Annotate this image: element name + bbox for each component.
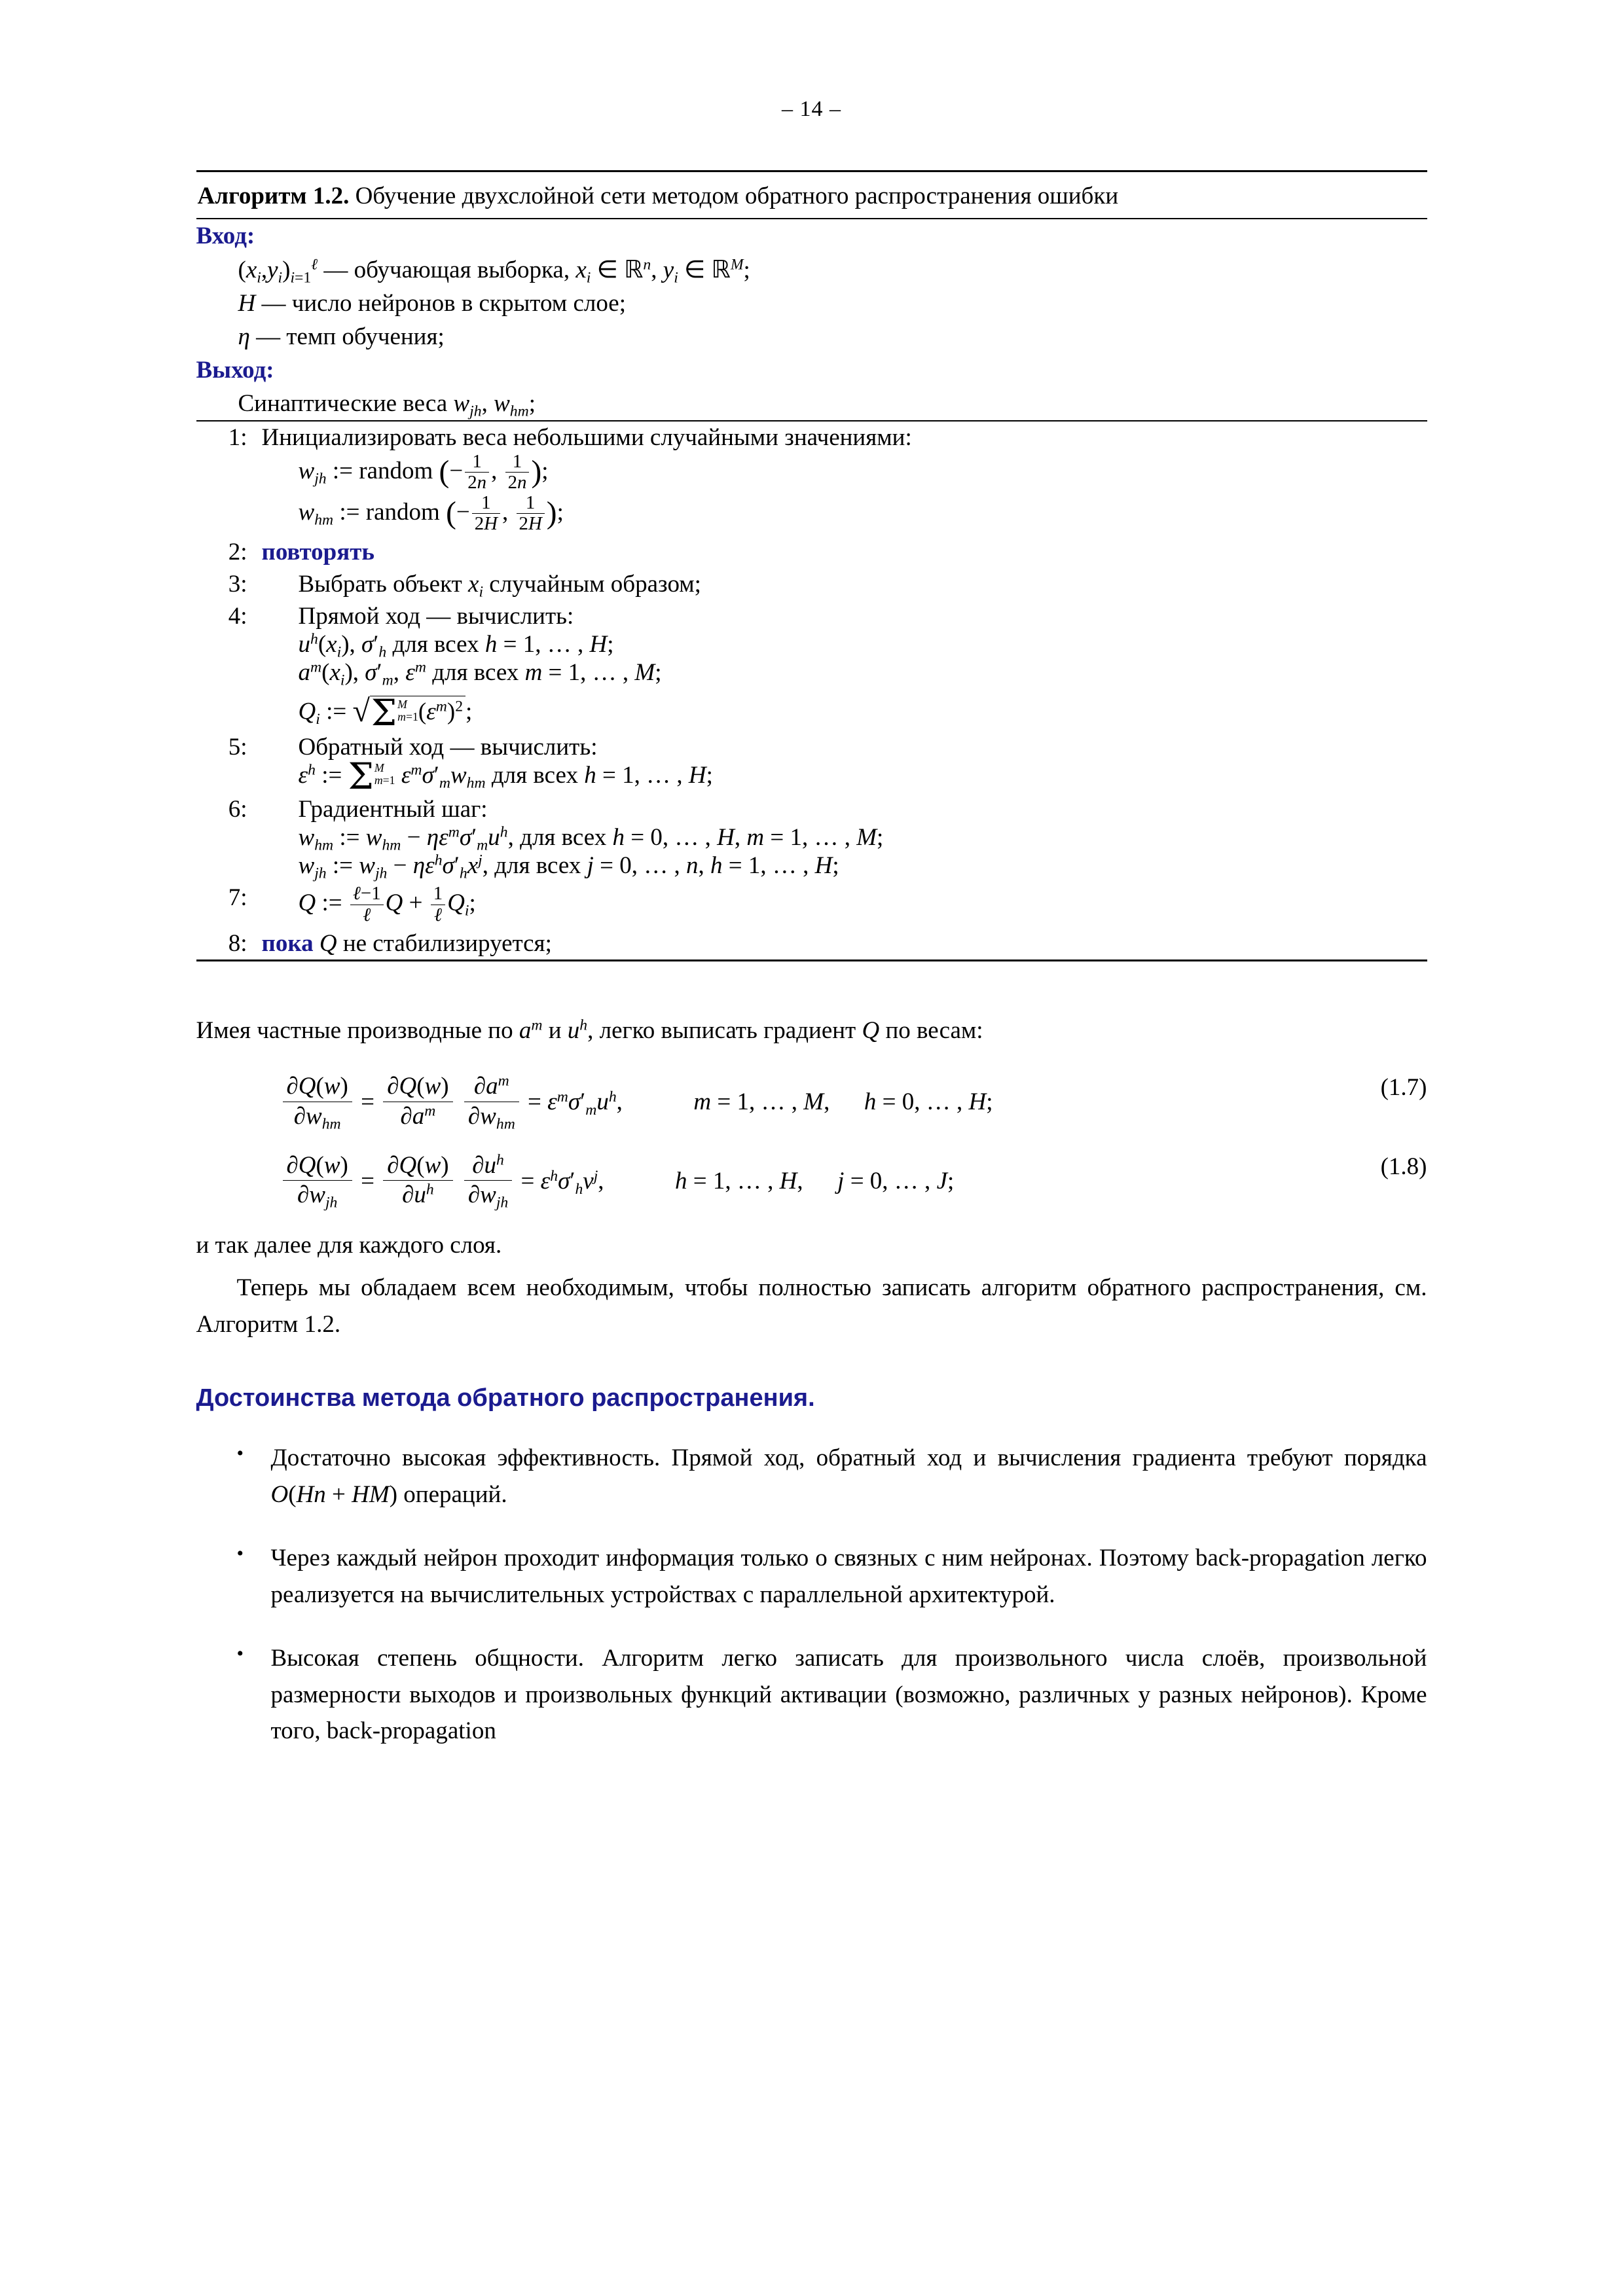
- equation-1-8: ∂Q(w) $\partial w_{jh}$ = $\frac{\partial Q(w)}{\partial u^h}$ $\partial u^h$ $\partial w_{jh}$ = $\varepsilon^h\sigma'_hv^j$, h = 1, … , H, j = 0, … , J;: [196, 1153, 1427, 1209]
- step-text: [262, 422, 1427, 537]
- step-text: [262, 568, 1427, 600]
- algorithm-block: [196, 170, 1427, 961]
- equation-1-7-wrap: [196, 1072, 1427, 1133]
- table-row: [196, 568, 1427, 600]
- step-number: 8:: [228, 929, 247, 957]
- algorithm-title: [196, 172, 1427, 218]
- step-number: 3:: [228, 571, 247, 598]
- step-number: 2:: [228, 539, 247, 566]
- algorithm-bottom-rule: [196, 960, 1427, 961]
- algorithm-label: Алгоритм 1.2.: [197, 183, 350, 209]
- step-6-label: Градиентный шаг:: [298, 796, 488, 823]
- input-heading: Вход:: [196, 222, 255, 249]
- equation-1-8-number: (1.8): [1380, 1153, 1427, 1180]
- output-line-1: Синаптические веса $w_{jh}$, $w_{hm}$;: [238, 389, 536, 420]
- step-8-label: Q не стабилизируется;: [319, 929, 552, 957]
- page-number: – 14 –: [782, 97, 841, 121]
- page-content: [196, 170, 1427, 1749]
- step-3-label: Выбрать объект $x_i$ случайным образом;: [298, 571, 701, 601]
- step-text: [262, 536, 1427, 568]
- step-text: [262, 600, 1427, 734]
- step-5-label: Обратный ход — вычислить:: [298, 734, 598, 761]
- list-item: • Через каждый нейрон проходит информация только о связных с ним нейронах. Поэтому back-propagation легко реализуется на вычислительных устройствах с параллельной архитектурой.: [196, 1540, 1427, 1613]
- step-1-formula-1: $w_{jh}$ := random (− $\frac{1}{2n}$ , $\frac{1}{2n}$ );: [298, 450, 549, 493]
- step-number: 6:: [228, 796, 247, 823]
- step-text: [262, 731, 1427, 798]
- algorithm-steps: [196, 422, 1427, 960]
- step-number: 1:: [228, 423, 247, 451]
- step-number: 7:: [228, 884, 247, 912]
- step-label: Инициализировать веса небольшими случайными значениями:: [261, 423, 912, 451]
- table-row: [196, 536, 1427, 568]
- step-7-formula: Q := $\frac{\text{ℓ−1}}{\text{ℓ}}$ Q + $\frac{1}{\text{ℓ}}$ $Q_i$;: [298, 883, 476, 925]
- equation-1-7-number: (1.7): [1380, 1074, 1427, 1102]
- step-5-formula-1: $\varepsilon^h$ := Σ M m=1 $\varepsilon^m\sigma'_mw_{hm}$ для всех h = 1, … , H;: [298, 755, 713, 798]
- advantages-heading: Достоинства метода обратного распространения.: [196, 1384, 815, 1412]
- step-8-keyword: пока: [261, 929, 314, 957]
- step-text: [262, 793, 1427, 882]
- output-heading: Выход:: [196, 356, 274, 384]
- table-row: [196, 731, 1427, 793]
- table-row: [196, 422, 1427, 537]
- step-1-formula-2: $w_{hm}$ := random (− $\frac{1}{2H}$ , $\frac{1}{2H}$ );: [298, 492, 564, 534]
- step-6-formula-1: $w_{hm}$ := $w_{hm} - \eta\varepsilon^m\sigma'_mu^h$, для всех h = 0, … , H, m = 1, … , M;: [298, 824, 884, 854]
- table-row: [196, 882, 1427, 927]
- list-item: • Высокая степень общности. Алгоритм легко записать для произвольного числа слоёв, произвольной размерности выходов и произвольных функций активации (возможно, различных у разных нейронов). Кроме того, back-propagation: [196, 1640, 1427, 1749]
- equation-1-7: ∂Q(w) $\partial w_{hm}$ = $\frac{\partial Q(w)}{\partial a^m}$ $\partial a^m$ $\partial w_{hm}$ = $\varepsilon^m\sigma'_mu^h$, m = 1, … , M, h = 0, … , H;: [196, 1073, 1427, 1130]
- algorithm-title-text: Обучение двухслойной сети методом обратного распространения ошибки: [355, 183, 1119, 209]
- algorithm-io: [196, 219, 1427, 420]
- table-row: [196, 927, 1427, 960]
- step-text: [262, 882, 1427, 927]
- step-number: 4:: [228, 603, 247, 630]
- step-text: [262, 927, 1427, 960]
- step-4-label: Прямой ход — вычислить:: [298, 603, 574, 630]
- table-row: [196, 793, 1427, 882]
- input-line-2: H — число нейронов в скрытом слое;: [238, 289, 626, 317]
- equation-1-8-wrap: [196, 1153, 1427, 1209]
- advantages-list: [196, 1440, 1427, 1749]
- step-4-formula-1: $u^h(x_i)$, $\sigma'_h$ для всех h = 1, … , H;: [298, 630, 614, 661]
- step-6-formula-2: $w_{jh}$ := $w_{jh} - \eta\varepsilon^h\sigma'_hx^j$, для всех j = 0, … , n, h = 1, … , H;: [298, 852, 839, 882]
- step-4-formula-3: $Q_i$ := √Σ M m=1 $(\varepsilon^m)^2$ ;: [298, 691, 473, 734]
- paragraph-now: Теперь мы обладаем всем необходимым, чтобы полностью записать алгоритм обратного распространения, см. Алгоритм 1.2.: [196, 1274, 1427, 1338]
- step-4-formula-2: $a^m(x_i)$, $\sigma'_m$, $\varepsilon^m$ для всех m = 1, … , M;: [298, 658, 662, 689]
- table-row: [196, 600, 1427, 731]
- input-line-1: $(x_i,y_i)_{i=1}^\ell$ — обучающая выборка, $x_i$ ∈ ℝ$^n$, $y_i$ ∈ ℝ$^M$;: [238, 256, 750, 287]
- step-keyword: повторять: [261, 539, 374, 566]
- input-line-3: η — темп обучения;: [238, 323, 445, 350]
- paragraph-derivatives: Имея частные производные по $a^m$ и $u^h$, легко выписать градиент Q по весам:: [196, 1016, 983, 1044]
- step-number: 5:: [228, 734, 247, 761]
- paragraph-and-so-on: и так далее для каждого слоя.: [196, 1231, 502, 1259]
- list-item: • Достаточно высокая эффективность. Прямой ход, обратный ход и вычисления градиента требуют порядка O(Hn + HM) операций.: [196, 1440, 1427, 1513]
